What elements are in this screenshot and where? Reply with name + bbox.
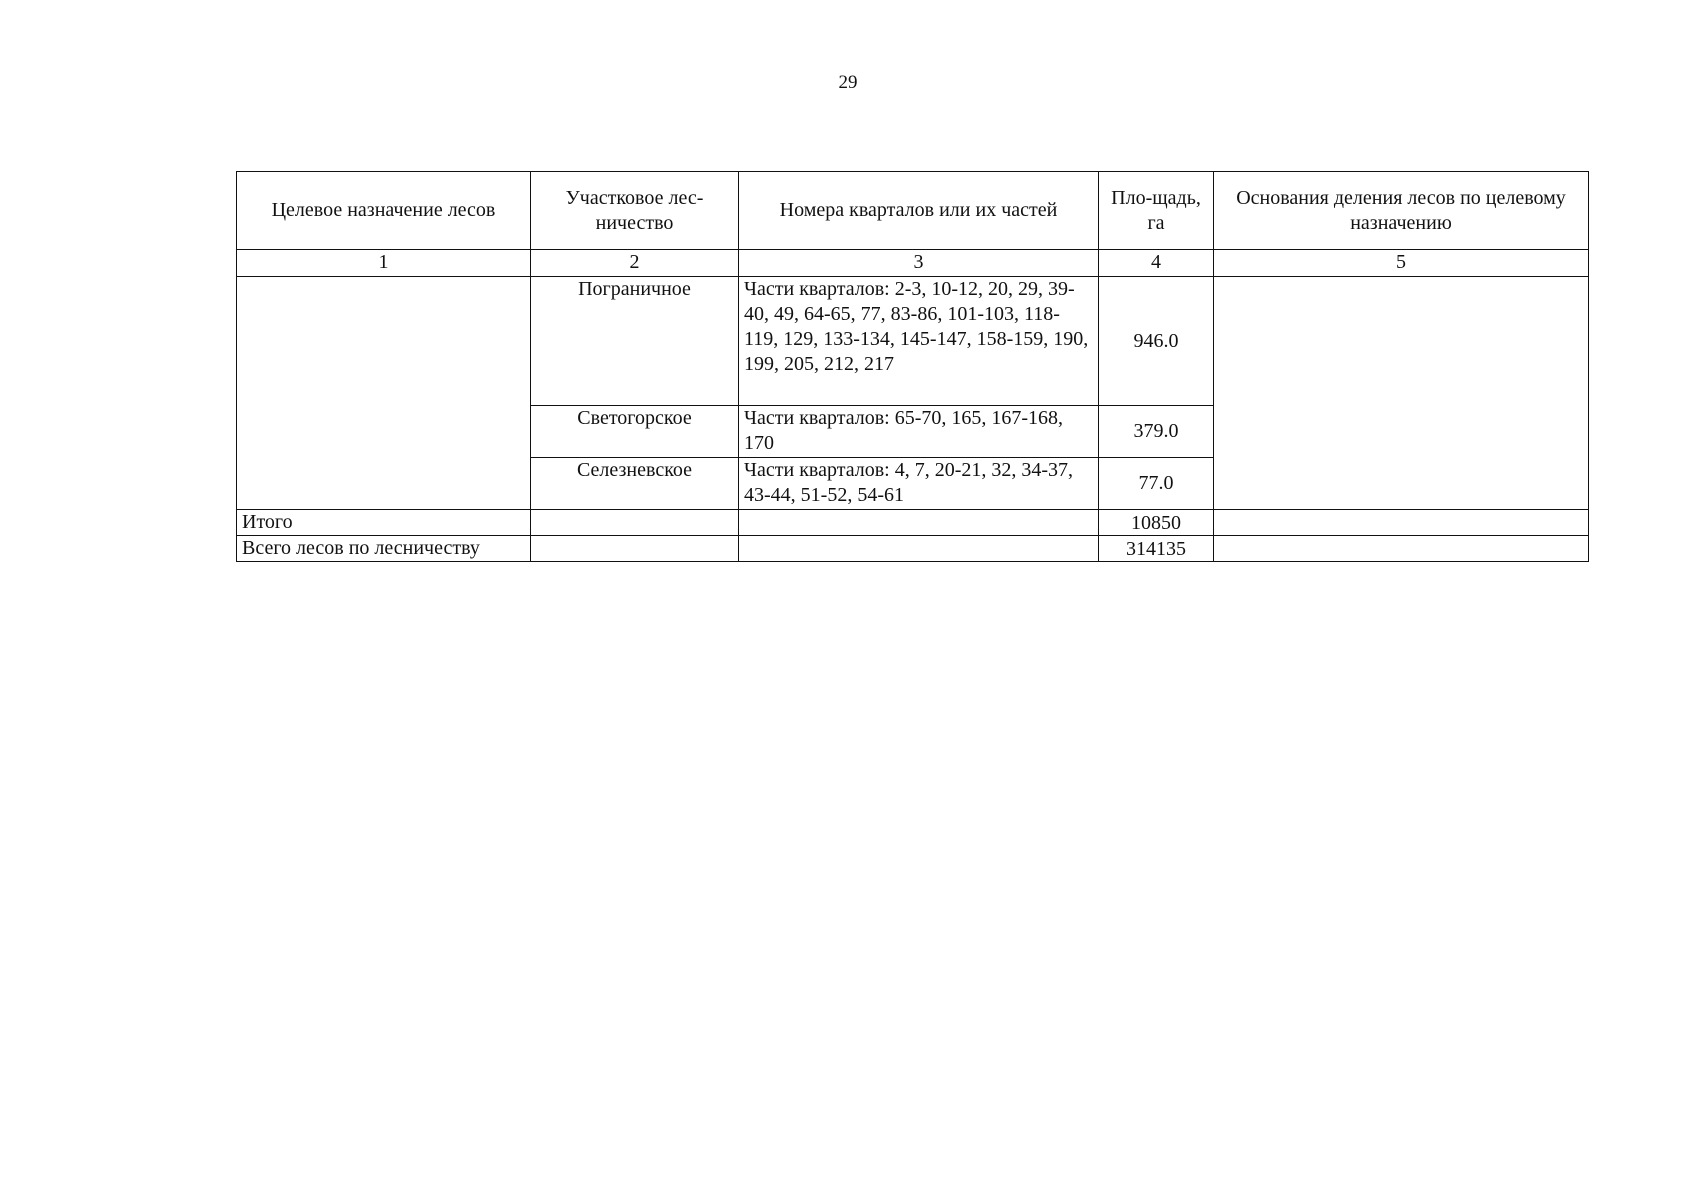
empty-cell [531, 536, 739, 562]
column-number: 2 [531, 250, 739, 277]
purpose-cell [237, 277, 531, 510]
subtotal-label: Итого [237, 510, 531, 536]
basis-cell [1214, 277, 1589, 510]
area-cell: 946.0 [1099, 277, 1214, 406]
area-cell: 77.0 [1099, 458, 1214, 510]
quarters-cell: Части кварталов: 2-3, 10-12, 20, 29, 39-40, 49, 64-65, 77, 83-86, 101-103, 118-119, 129, 133-134, 145-147, 158-159, 190, 199, 205, 212, 217 [739, 277, 1099, 406]
subtotal-area: 10850 [1099, 510, 1214, 536]
column-number-row [237, 250, 1589, 277]
column-number: 4 [1099, 250, 1214, 277]
column-number: 1 [237, 250, 531, 277]
empty-cell [739, 536, 1099, 562]
header-basis: Основания деления лесов по целевому назначению [1214, 172, 1589, 250]
forest-division-table [236, 171, 1589, 562]
column-number: 3 [739, 250, 1099, 277]
total-row [237, 536, 1589, 562]
table-header-row [237, 172, 1589, 250]
empty-cell [739, 510, 1099, 536]
empty-cell [531, 510, 739, 536]
district-cell: Светогорское [531, 406, 739, 458]
header-area: Пло-щадь, га [1099, 172, 1214, 250]
empty-cell [1214, 536, 1589, 562]
total-label: Всего лесов по лесничеству [237, 536, 531, 562]
district-cell: Селезневское [531, 458, 739, 510]
header-quarters: Номера кварталов или их частей [739, 172, 1099, 250]
table-row [237, 277, 1589, 406]
empty-cell [1214, 510, 1589, 536]
district-cell: Пограничное [531, 277, 739, 406]
total-area: 314135 [1099, 536, 1214, 562]
column-number: 5 [1214, 250, 1589, 277]
page-number: 29 [838, 72, 858, 93]
quarters-cell: Части кварталов: 65-70, 165, 167-168, 170 [739, 406, 1099, 458]
area-cell: 379.0 [1099, 406, 1214, 458]
header-purpose: Целевое назначение лесов [237, 172, 531, 250]
header-district: Участковое лес-ничество [531, 172, 739, 250]
subtotal-row [237, 510, 1589, 536]
quarters-cell: Части кварталов: 4, 7, 20-21, 32, 34-37, 43-44, 51-52, 54-61 [739, 458, 1099, 510]
